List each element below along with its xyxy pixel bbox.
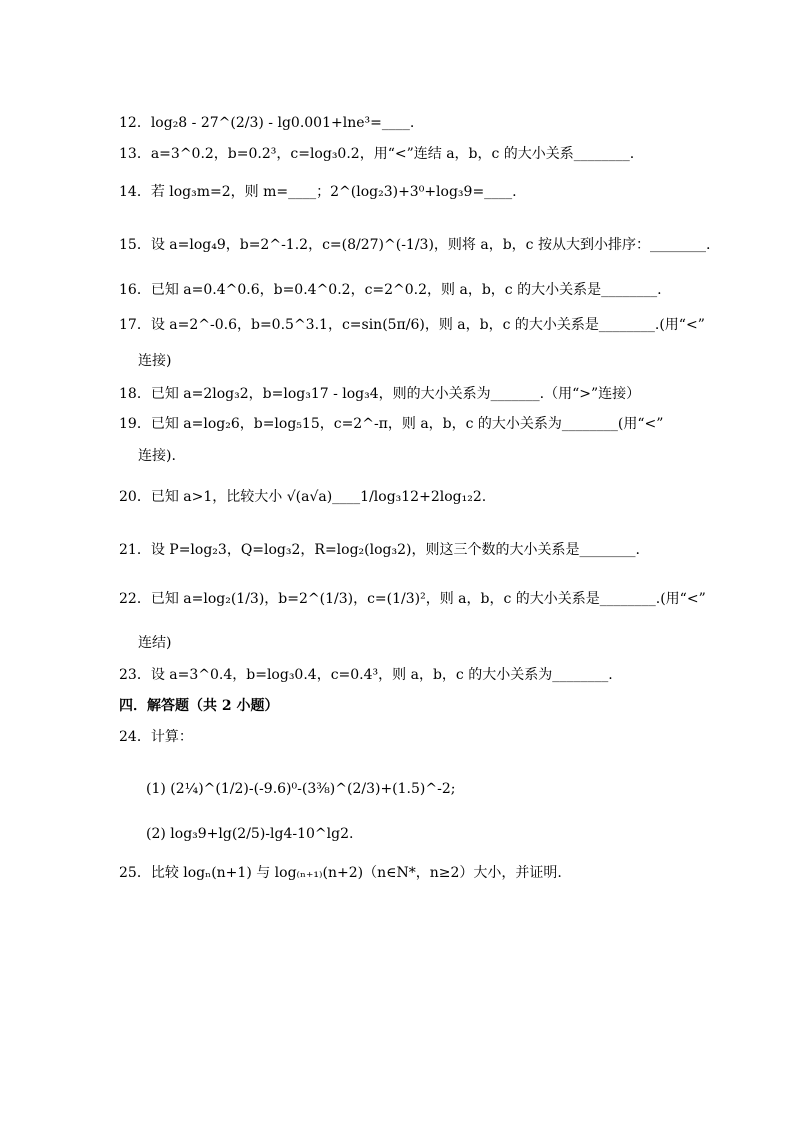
problem-number: 20．	[119, 489, 151, 505]
problem-17	[119, 316, 705, 334]
problem-text: 已知 a>1，比较大小 √(a√a)____1/log₃12+2log₁₂2.	[150, 489, 487, 505]
problem-text: 已知 a=2log₃2，b=log₃17 - log₃4，则的大小关系为_______.（用“>”连接）	[150, 386, 641, 402]
problem-text: 若 log₃m=2，则 m=____；2^(log₂3)+3⁰+log₃9=____.	[150, 184, 517, 200]
problem-14	[119, 183, 517, 201]
problem-number: 18．	[119, 386, 151, 402]
problem-number: 24．	[119, 729, 151, 745]
problem-15	[119, 236, 710, 254]
problem-number: 23．	[119, 667, 151, 683]
problem-19-continuation	[138, 447, 176, 465]
problem-number: 17．	[119, 317, 151, 333]
problem-number: 19．	[119, 416, 151, 432]
problem-text: a=3^0.2，b=0.2³，c=log₃0.2，用“<”连结 a，b，c 的大小关系________.	[150, 146, 635, 162]
problem-text-cont: 连接)	[138, 353, 172, 369]
section-heading: 四．解答题（共 2 小题）	[119, 698, 279, 714]
problem-text-cont: 连结)	[138, 635, 172, 651]
problem-number: 12．	[119, 115, 151, 131]
problem-text: 设 a=3^0.4，b=log₃0.4，c=0.4³，则 a，b，c 的大小关系为________.	[150, 667, 613, 683]
problem-18	[119, 385, 640, 403]
problem-19	[119, 415, 663, 433]
problem-label: 计算：	[150, 729, 193, 745]
problem-number: 22．	[119, 591, 151, 607]
problem-22-continuation	[138, 634, 171, 652]
problem-text: 已知 a=log₂(1/3)，b=2^(1/3)，c=(1/3)²，则 a，b，c 的大小关系是________.(用“<”	[150, 591, 706, 607]
problem-text: 已知 a=0.4^0.6，b=0.4^0.2，c=2^0.2，则 a，b，c 的大小关系是________.	[150, 282, 662, 298]
problem-number: 25．	[119, 865, 151, 881]
problem-17-continuation	[138, 352, 171, 370]
problem-number: 14．	[119, 184, 151, 200]
problem-23	[119, 666, 613, 684]
problem-13	[119, 145, 634, 163]
problem-number: 21．	[119, 542, 151, 558]
problem-25	[119, 864, 562, 882]
problem-22	[119, 590, 706, 608]
problem-text: 已知 a=log₂6，b=log₅15，c=2^-π，则 a，b，c 的大小关系为________(用“<”	[150, 416, 664, 432]
problem-text: 比较 logₙ(n+1) 与 log₍ₙ₊₁₎(n+2)（n∈N*，n≥2）大小，并证明.	[150, 865, 562, 881]
problem-text: 设 a=log₄9，b=2^-1.2，c=(8/27)^(-1/3)，则将 a，b，c 按从大到小排序：________.	[150, 237, 711, 253]
problem-21	[119, 541, 640, 559]
problem-16	[119, 281, 662, 299]
problem-20	[119, 488, 486, 506]
problem-12	[119, 114, 414, 132]
problem-text: 设 a=2^-0.6，b=0.5^3.1，c=sin(5π/6)，则 a，b，c 的大小关系是________.(用“<”	[150, 317, 705, 333]
problem-number: 15．	[119, 237, 151, 253]
problem-number: 13．	[119, 146, 151, 162]
problem-24	[119, 728, 193, 746]
problem-24-part2: (2) log₃9+lg(2/5)-lg4-10^lg2.	[146, 826, 354, 842]
problem-text-cont: 连接).	[138, 448, 176, 464]
problem-text: 设 P=log₂3，Q=log₃2，R=log₂(log₃2)，则这三个数的大小关系是________.	[150, 542, 640, 558]
problem-24-part1: (1) (2¼)^(1/2)-(-9.6)⁰-(3⅜)^(2/3)+(1.5)^-2;	[146, 781, 456, 797]
problem-text: log₂8 - 27^(2/3) - lg0.001+lne³=____.	[150, 115, 415, 131]
problem-number: 16．	[119, 282, 151, 298]
